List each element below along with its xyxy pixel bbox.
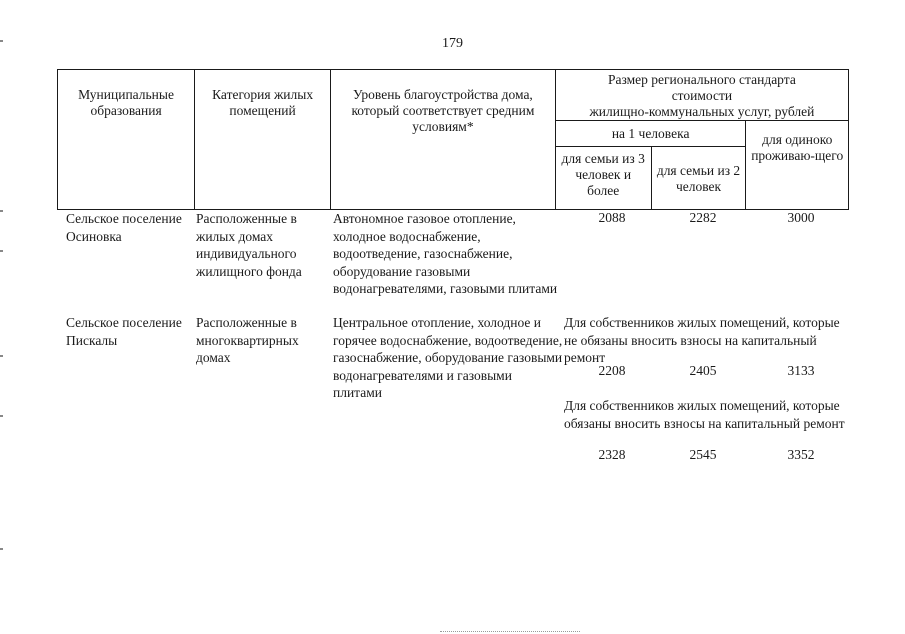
row2b-family3: 2328 <box>598 447 626 462</box>
row2a-family3: 2208 <box>598 363 626 378</box>
row2-municipality: Сельское поселение Пискалы <box>66 315 182 348</box>
row2a-family2: 2405 <box>689 363 717 378</box>
row1-single: 3000 <box>787 210 815 225</box>
row2b-single: 3352 <box>787 447 815 462</box>
row2a-single: 3133 <box>787 363 815 378</box>
header-category: Категория жилых помещений <box>195 70 331 210</box>
row1-level: Автономное газовое отопление, холодное водоснабжение, водоотведение, газоснабжение, оборудование газовыми водонагревателями, газовыми плитами <box>333 211 558 296</box>
row2b-family2: 2545 <box>689 447 717 462</box>
tariff-table-header <box>57 69 849 210</box>
header-size-line1: Размер регионального стандарта <box>607 72 796 87</box>
header-municipality: Муниципальные образования <box>58 70 195 210</box>
row1-municipality: Сельское поселение Осиновка <box>66 211 182 244</box>
header-single: для одиноко проживаю-щего <box>746 121 849 210</box>
header-size-line2: стоимости <box>671 88 733 103</box>
page-number: 179 <box>442 36 463 51</box>
row2-note-no-capital-repair: Для собственников жилых помещений, которые не обязаны вносить взносы на капитальный ремонт <box>564 315 840 365</box>
scan-edge-marks <box>0 0 6 634</box>
row1-family3: 2088 <box>598 210 626 225</box>
row2-level: Центральное отопление, холодное и горячее водоснабжение, водоотведение, газоснабжение, оборудование газовыми водонагревателями и газовыми плитами <box>333 315 563 400</box>
header-size <box>555 70 848 121</box>
header-level: Уровень благоустройства дома, который соответствует средним условиям* <box>331 70 556 210</box>
header-per-person: на 1 человека <box>555 121 746 147</box>
header-family2: для семьи из 2 человек <box>651 147 746 210</box>
row1-category: Расположенные в жилых домах индивидуального жилищного фонда <box>196 211 302 279</box>
header-family3: для семьи из 3 человек и более <box>555 147 651 210</box>
row2-category: Расположенные в многоквартирных домах <box>196 315 299 365</box>
row1-family2: 2282 <box>689 210 717 225</box>
row2-note-capital-repair: Для собственников жилых помещений, которые обязаны вносить взносы на капитальный ремонт <box>564 398 845 431</box>
header-size-line3: жилищно-коммунальных услуг, рублей <box>589 104 815 119</box>
scan-artifact <box>440 629 580 632</box>
